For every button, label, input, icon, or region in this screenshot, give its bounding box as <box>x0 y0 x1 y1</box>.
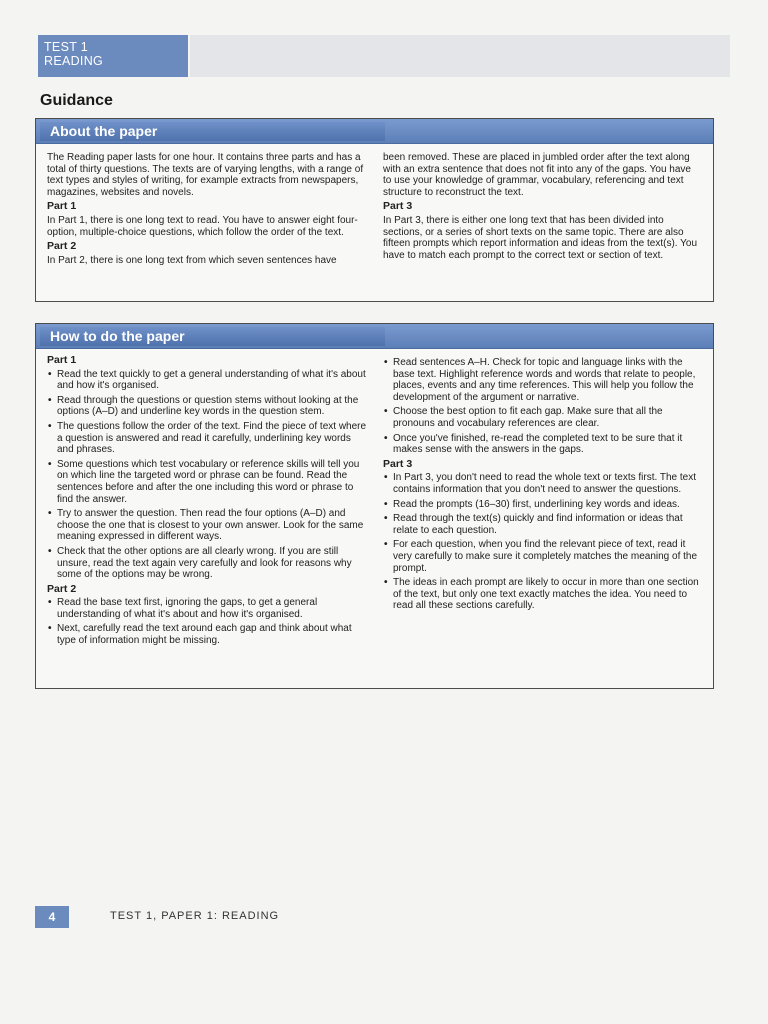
bullet-list <box>47 369 367 581</box>
list-item: • In Part 3, you don't need to read the whole text or texts first. The text contains information that you don't need to answer the questions. <box>383 472 701 495</box>
list-item: • For each question, when you find the relevant piece of text, read it very carefully to make sure it completely matches the meaning of the prompt. <box>383 539 701 574</box>
section-tab-line1: TEST 1 <box>44 40 88 54</box>
paragraph: In Part 2, there is one long text from which seven sentences have <box>47 254 337 266</box>
section-tab-line2: READING <box>44 54 104 68</box>
about-header <box>36 119 713 144</box>
paragraph: In Part 3, there is either one long text that has been divided into sections, or a series of short texts on the same topic. There are also fifteen prompts which report information and ideas from the text(s). You have to match each prompt to the correct text or section of text. <box>383 214 698 261</box>
about-box <box>35 118 714 302</box>
list-item: • Read the base text first, ignoring the gaps, to get a general understanding of what it's about and how it's organised. <box>47 597 367 620</box>
how-header <box>36 324 713 349</box>
bullet-list <box>383 357 701 456</box>
list-item: • The questions follow the order of the text. Find the piece of text where a question is answered and read it carefully, underlining key words and phrases. <box>47 421 367 456</box>
page-number: 4 <box>35 906 69 928</box>
part-heading: Part 2 <box>47 240 77 253</box>
list-item: • Some questions which test vocabulary or reference skills will tell you on which line the targeted word or phrase can be found. Read the sentences before and after the one including this word or phrase to find the answer. <box>47 459 367 505</box>
bullet-list <box>383 472 701 612</box>
part-heading: Part 1 <box>47 200 77 213</box>
list-item: • Read the prompts (16–30) first, underlining key words and ideas. <box>383 499 701 511</box>
bullet-list <box>47 597 367 646</box>
how-right-column <box>383 357 701 615</box>
list-item: • Read the text quickly to get a general understanding of what it's about and how it's organised. <box>47 369 367 392</box>
paragraph: been removed. These are placed in jumbled order after the text along with an extra sentence that does not fit into any of the gaps. You have to use your knowledge of grammar, vocabulary, referencing and text structure to reconstruct the text. <box>383 152 691 198</box>
how-left-column <box>47 354 367 650</box>
paragraph: In Part 1, there is one long text to read. You have to answer eight four-option, multiple-choice questions, which follow the order of the text. <box>47 214 358 238</box>
how-heading: How to do the paper <box>40 327 385 346</box>
part-heading: Part 2 <box>47 582 77 595</box>
list-item: • The ideas in each prompt are likely to occur in more than one section of the text, but only one text exactly matches the idea. You need to read all these sections carefully. <box>383 577 701 612</box>
list-item: • Read through the text(s) quickly and find information or ideas that relate to each question. <box>383 513 701 536</box>
about-right-column <box>383 152 701 264</box>
list-item: • Check that the other options are all clearly wrong. If you are still unsure, read the text again very carefully and look for reasons why some of the options may be wrong. <box>47 546 367 581</box>
section-tab <box>38 35 188 77</box>
about-heading: About the paper <box>40 122 385 141</box>
list-item: • Next, carefully read the text around each gap and think about what type of information might be missing. <box>47 623 367 646</box>
part-heading: Part 1 <box>47 354 77 366</box>
how-box <box>35 323 714 689</box>
list-item: • Read sentences A–H. Check for topic and language links with the base text. Highlight reference words and words that relate to people, places, events and any time references. This will help you follow the development of the argument or narrative. <box>383 357 701 403</box>
header-strip <box>190 35 730 77</box>
list-item: • Once you've finished, re-read the completed text to be sure that it makes sense with the answers in the gaps. <box>383 433 701 456</box>
list-item: • Choose the best option to fit each gap. Make sure that all the pronouns and vocabulary references are clear. <box>383 406 701 429</box>
part-heading: Part 3 <box>383 200 413 213</box>
paragraph: The Reading paper lasts for one hour. It contains three parts and has a total of thirty questions. The texts are of varying lengths, with a range of text types and styles of writing, for example extracts from newspapers, magazines, websites and novels. <box>47 152 364 198</box>
about-left-column <box>47 152 365 269</box>
list-item: • Try to answer the question. Then read the four options (A–D) and choose the one that is closest to your own answer. Look for the same meaning expressed in different ways. <box>47 508 367 543</box>
page-title: Guidance <box>40 92 113 109</box>
footer-text: TEST 1, PAPER 1: READING <box>110 910 280 922</box>
part-heading: Part 3 <box>383 457 413 470</box>
list-item: • Read through the questions or question stems without looking at the options (A–D) and underline key words in the question stem. <box>47 395 367 418</box>
